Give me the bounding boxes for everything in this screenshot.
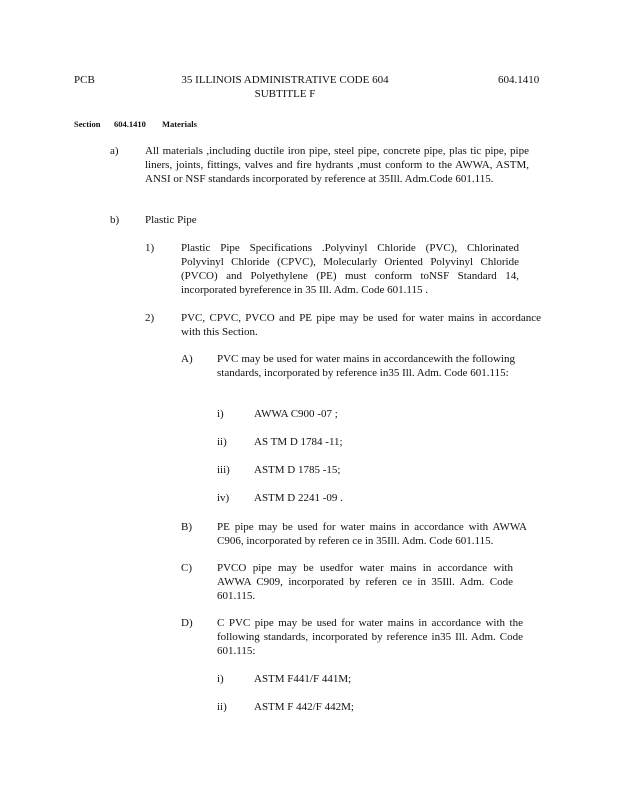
item-A-text: PVC may be used for water mains in accordancewith the following standards, incorporated by reference in35 Ill. Adm. Code 601.115: (217, 353, 515, 379)
item-A-marker: A) (181, 353, 193, 365)
item-a-marker: a) (110, 145, 119, 157)
item-b1-text: Plastic Pipe Specifications .Polyvinyl Chloride (PVC), Chlorinated Polyvinyl Chloride (CPVC), Molecularly Oriented Polyvinyl Chloride (PVCO) and Polyethylene (PE) must conform toNSF Standard 14, incorporated byreference in 35 Ill. Adm. Code 601.115 . (181, 242, 519, 296)
header-agency: PCB (74, 74, 95, 86)
section-label: Section (74, 119, 101, 129)
item-B-text: PE pipe may be used for water mains in accordance with AWWA C906, incorporated by referen ce in 35Ill. Adm. Code 601.115. (217, 521, 527, 547)
item-b1-marker: 1) (145, 242, 155, 254)
item-D-ii-text: ASTM F 442/F 442M; (254, 701, 354, 713)
item-B-marker: B) (181, 521, 192, 533)
header-title: 35 ILLINOIS ADMINISTRATIVE CODE 604 (181, 74, 389, 86)
item-A-iii-marker: iii) (217, 464, 230, 476)
item-A-ii-text: AS TM D 1784 -11; (254, 436, 343, 448)
item-D-ii-marker: ii) (217, 701, 227, 713)
item-D-marker: D) (181, 617, 193, 629)
section-title: Materials (162, 119, 197, 129)
item-A-ii-marker: ii) (217, 436, 227, 448)
item-C-marker: C) (181, 562, 192, 574)
item-A-i-marker: i) (217, 408, 224, 420)
section-number: 604.1410 (114, 119, 146, 129)
item-b-title: Plastic Pipe (145, 214, 197, 226)
item-D-i-marker: i) (217, 673, 224, 685)
item-A-i-text: AWWA C900 -07 ; (254, 408, 338, 420)
item-D-text: C PVC pipe may be used for water mains in accordance with the following standards, incorporated by reference in35 Ill. Adm. Code 601.115: (217, 617, 523, 657)
item-A-iii-text: ASTM D 1785 -15; (254, 464, 341, 476)
item-A-iv-text: ASTM D 2241 -09 . (254, 492, 343, 504)
item-b-marker: b) (110, 214, 120, 226)
item-A-iv-marker: iv) (217, 492, 230, 504)
item-a-text: All materials ,including ductile iron pipe, steel pipe, concrete pipe, plas tic pipe, pipe liners, joints, fittings, valves and fire hydrants ,must conform to the AWWA, ASTM, ANSI or NSF standards incorporated by reference at 35Ill. Adm.Code 601.115. (145, 145, 529, 185)
header-section-number: 604.1410 (498, 74, 540, 86)
item-D-i-text: ASTM F441/F 441M; (254, 673, 352, 685)
item-C-text: PVCO pipe may be usedfor water mains in accordance with AWWA C909, incorporated by referen ce in 35Ill. Adm. Code 601.115. (217, 562, 513, 602)
item-b2-marker: 2) (145, 312, 155, 324)
item-b2-text: PVC, CPVC, PVCO and PE pipe may be used for water mains in accordance with this Section. (181, 312, 541, 338)
header-subtitle: SUBTITLE F (254, 88, 316, 100)
